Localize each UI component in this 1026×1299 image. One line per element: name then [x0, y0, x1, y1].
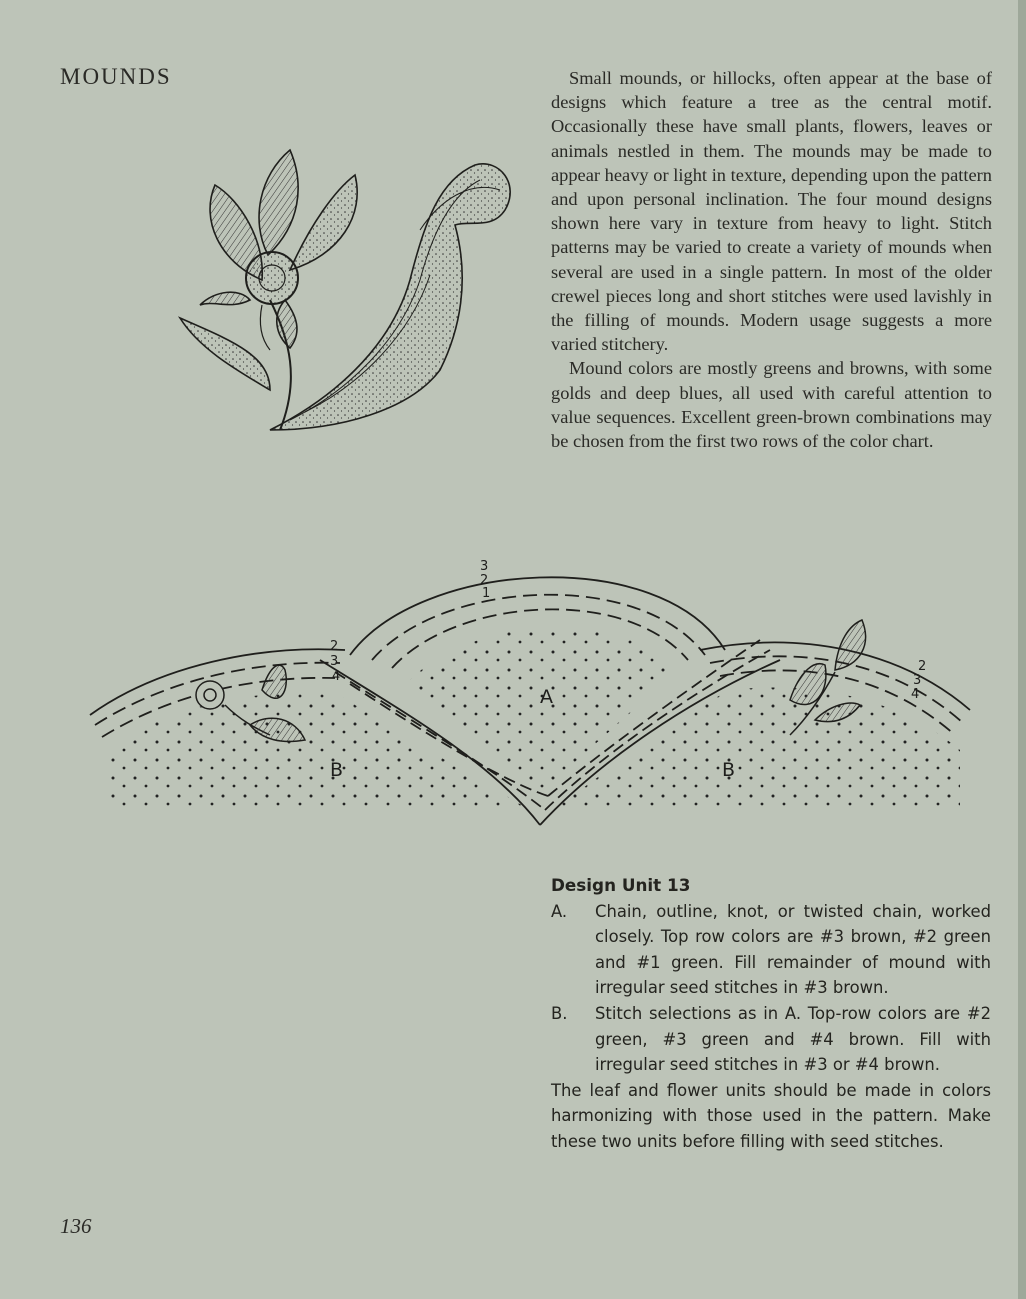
item-text: Chain, outline, knot, or twisted chain, worked closely. Top row colors are #3 brown, #2 green and #1 green. Fill remainder of mound with irregular seed stitches in #3 brown. [595, 901, 991, 998]
label-b-right: B [722, 759, 736, 781]
left-number-4: 4 [332, 669, 341, 684]
center-number-3: 3 [480, 559, 489, 574]
design-unit-title: Design Unit 13 [551, 875, 691, 895]
design-unit-closing: The leaf and flower units should be made in colors harmonizing with those used in the pattern. Make these two units before filling with seed stitches. [551, 1080, 991, 1151]
page-heading: MOUNDS [60, 64, 172, 89]
label-b-left: B [330, 759, 344, 781]
item-label: B. [551, 1003, 568, 1023]
petal-right [290, 175, 357, 270]
left-number-2: 2 [330, 639, 339, 654]
intro-paragraph-2: Mound colors are mostly greens and browns, with some golds and deep blues, all used with careful attention to value sequences. Excellent green-brown combinations may be chosen from the first two rows of the color chart. [551, 358, 992, 452]
intro-paragraph-1: Small mounds, or hillocks, often appear at the base of designs which feature a tree as the central motif. Occasionally these have small plants, flowers, leaves or animals nestled in them. The mounds may be made to appear heavy or light in texture, depending upon the pattern and upon personal inclination. The four mound designs shown here vary in texture from heavy to light. Stitch patterns may be varied to create a variety of mounds when several are used in a single pattern. In most of the older crewel pieces long and short stitches were used lavishly in the filling of mounds. Modern usage suggests a more varied stitchery. [551, 68, 992, 355]
flower-center [246, 252, 298, 304]
flower-motif-illustration [180, 150, 510, 430]
left-leaf [180, 318, 270, 390]
item-text: Stitch selections as in A. Top-row colors are #2 green, #3 green and #4 brown. Fill with irregular seed stitches in #3 or #4 brown. [595, 1003, 991, 1075]
label-a: A [540, 686, 553, 708]
mound-diagram [90, 559, 970, 825]
petal-middle [259, 150, 298, 255]
right-number-2: 2 [918, 659, 927, 674]
design-unit-section [551, 873, 991, 1155]
design-unit-item-b [551, 1001, 991, 1078]
page-number: 136 [60, 1214, 92, 1238]
swirl-leaf [270, 164, 510, 430]
center-number-1: 1 [482, 586, 491, 601]
design-unit-item-a [551, 899, 991, 1001]
center-number-2: 2 [480, 573, 489, 588]
right-number-3: 3 [913, 673, 922, 688]
item-label: A. [551, 901, 568, 921]
right-number-4: 4 [911, 687, 920, 702]
left-number-3: 3 [330, 654, 339, 669]
